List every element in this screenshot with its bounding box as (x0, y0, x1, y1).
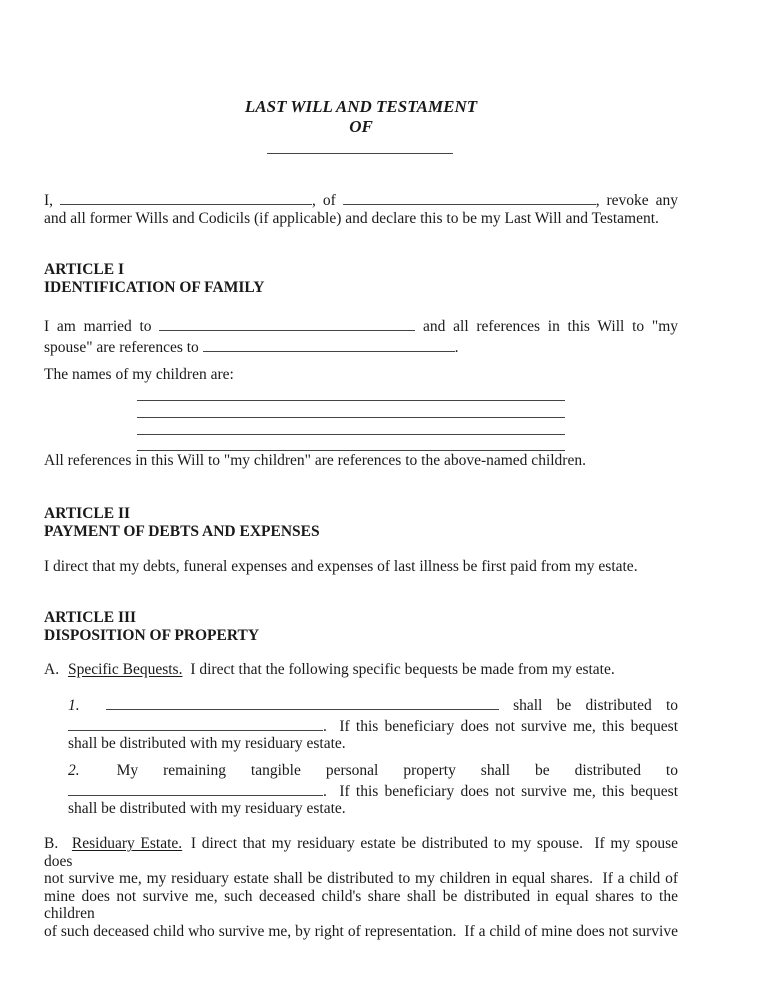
item-1-line-1 (68, 694, 678, 715)
article-1-heading (44, 261, 678, 296)
document-title-of: OF (349, 117, 373, 136)
debts-text: I direct that my debts, funeral expenses and expenses of last illness be first paid from my estate. (44, 558, 638, 575)
article-3-heading (44, 609, 678, 644)
item-1-number: 1. (68, 697, 80, 714)
document-title: LAST WILL AND TESTAMENT (244, 97, 478, 116)
opening-line-1 (44, 189, 678, 210)
article-2-heading-line1: ARTICLE II (44, 505, 131, 522)
opening-paragraph (44, 189, 678, 227)
article-1-heading-line2: IDENTIFICATION OF FAMILY (44, 278, 265, 296)
section-a-intro-text: I direct that the following specific bequests be made from my estate. (190, 661, 615, 678)
article-3-heading-line1: ARTICLE III (44, 609, 137, 626)
spouse-period-text: . (454, 338, 459, 356)
section-b-title: Residuary Estate. (71, 835, 183, 852)
section-b-line-1 (44, 835, 678, 870)
section-a-label: A. (44, 661, 60, 678)
article-1-heading-line1: ARTICLE I (44, 261, 124, 278)
child-name-blank-2 (137, 417, 565, 418)
article-2-heading (44, 505, 678, 540)
bequest-item-2 (68, 762, 678, 818)
section-b-paragraph (44, 835, 678, 940)
testator-name-blank (267, 153, 453, 154)
item-2-after-blank-text: . If this beneficiary does not survive me, this bequest (323, 782, 678, 800)
marriage-line-1 (44, 315, 678, 336)
section-a-title: Specific Bequests. (67, 661, 183, 678)
testator-name-inline-blank (60, 189, 312, 205)
spouse-reference-blank (203, 336, 455, 352)
married-pre-text: I am married to (44, 318, 152, 335)
children-intro-text: The names of my children are: (44, 366, 234, 383)
spouse-name-blank (159, 315, 415, 331)
item-2-number: 2. (68, 762, 80, 779)
item-1-after-blank1-text: shall be distributed to (513, 697, 679, 714)
children-intro-paragraph (44, 366, 678, 384)
section-b-label: B. (44, 835, 59, 852)
opening-revoke-text: , revoke any (595, 192, 679, 209)
testator-residence-blank (343, 189, 596, 205)
section-b-line1-text: I direct that my residuary estate be distributed to my spouse. If my spouse does (44, 835, 679, 870)
section-a-intro-line (44, 661, 678, 679)
child-name-blank-4 (137, 450, 565, 451)
spouse-pre-text: spouse" are references to (44, 338, 199, 356)
opening-line-2: and all former Wills and Codicils (if applicable) and declare this to be my Last Will and Testament. (44, 209, 659, 227)
bequest-1-description-blank (106, 694, 499, 710)
item-2-line-2 (68, 780, 678, 801)
bequest-item-1 (68, 694, 678, 753)
article-2-heading-line2: PAYMENT OF DEBTS AND EXPENSES (44, 522, 320, 540)
section-a-intro (44, 661, 678, 679)
article-3-heading-line2: DISPOSITION OF PROPERTY (44, 626, 260, 644)
marriage-paragraph (44, 315, 678, 356)
opening-i-text: I, (44, 192, 54, 209)
married-post-text: and all references in this Will to "my (423, 318, 678, 335)
item-1-line-2 (68, 715, 678, 736)
section-b-line-4: of such deceased child who survive me, by right of representation. If a child of mine does not survive (44, 922, 678, 940)
debts-paragraph (44, 558, 678, 576)
item-2-line-1 (68, 762, 678, 780)
child-name-blank-3 (137, 434, 565, 435)
section-b-line-3: mine does not survive me, such deceased child's share shall be distributed in equal shares to the children (44, 887, 678, 922)
item-2-line-3: shall be distributed with my residuary estate. (68, 800, 346, 817)
marriage-line-2 (44, 336, 678, 357)
child-name-blank-1 (137, 400, 565, 401)
item-1-after-blank2-text: . If this beneficiary does not survive me, this bequest (323, 717, 678, 735)
children-note-text: All references in this Will to "my children" are references to the above-named children. (44, 452, 586, 469)
item-1-line-3: shall be distributed with my residuary estate. (68, 735, 346, 752)
personal-property-beneficiary-blank (68, 780, 323, 796)
section-b-line-2: not survive me, my residuary estate shall be distributed to my children in equal shares. If a child of (44, 870, 678, 887)
item-2-line1-text: My remaining tangible personal property shall be distributed to (116, 762, 678, 779)
children-note-paragraph (44, 452, 678, 470)
bequest-1-beneficiary-blank (68, 715, 323, 731)
opening-of-text: , of (312, 192, 336, 209)
